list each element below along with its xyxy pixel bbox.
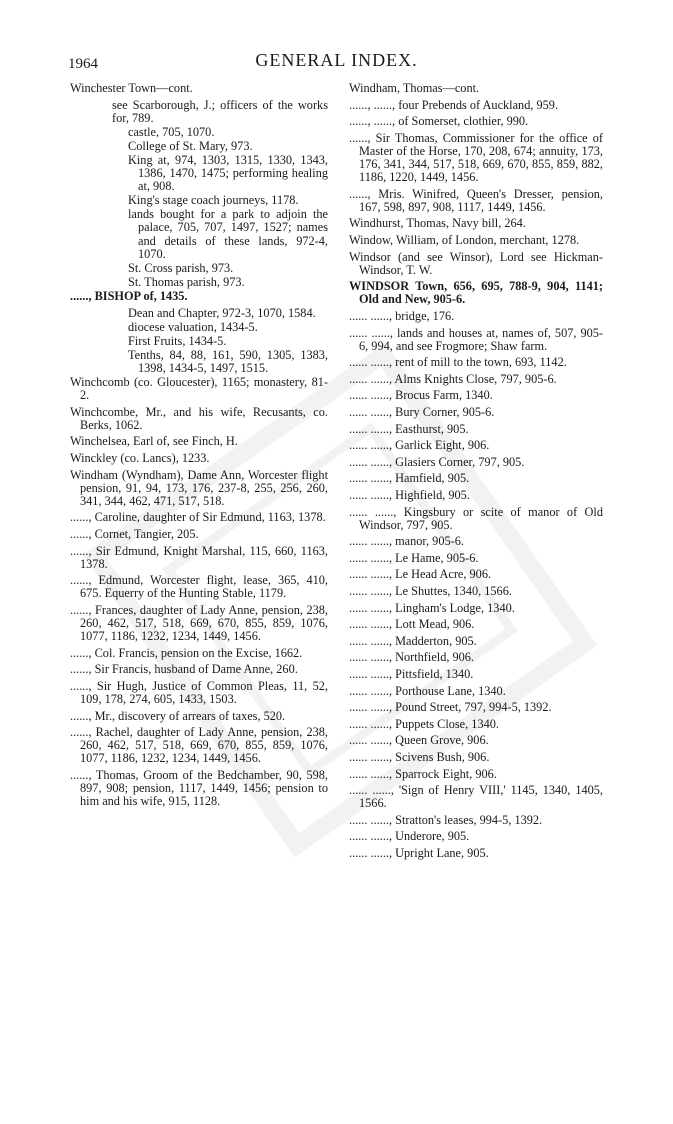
index-entry: ...... ......, Northfield, 906.	[349, 650, 475, 665]
index-entry: lands bought for a park to adjoin the palace, 705, 707, 1497, 1527; names and details of these lands, 972-4, 1070.	[128, 207, 328, 261]
index-entry: ......, Edmund, Worcester flight, lease, 365, 410, 675. Equerry of the Hunting Stable, 1179.	[70, 573, 328, 601]
index-entry: Winchelsea, Earl of, see Finch, H.	[70, 434, 238, 449]
index-entry: ......, Cornet, Tangier, 205.	[70, 526, 199, 541]
index-entry: ......, Sir Hugh, Justice of Common Pleas, 11, 52, 109, 178, 274, 605, 1433, 1503.	[70, 678, 328, 706]
index-entry: ......, Caroline, daughter of Sir Edmund, 1163, 1378.	[70, 510, 326, 525]
index-entry: King's stage coach journeys, 1178.	[128, 193, 299, 208]
index-entry: ...... ......, Underore, 905.	[349, 829, 470, 844]
index-entry: ......, Rachel, daughter of Lady Anne, pension, 238, 260, 462, 517, 518, 669, 670, 855, 859, 1076, 1077, 1186, 1232, 1234, 1449, 1456.	[70, 725, 328, 766]
index-entry: St. Cross parish, 973.	[128, 260, 234, 275]
index-entry: ...... ......, Alms Knights Close, 797, 905-6.	[349, 371, 557, 386]
index-entry: ...... ......, Garlick Eight, 906.	[349, 438, 490, 453]
index-entry: ...... ......, manor, 905-6.	[349, 534, 464, 549]
index-entry: ...... ......, Sparrock Eight, 906.	[349, 766, 497, 781]
index-entry: Windhurst, Thomas, Navy bill, 264.	[349, 216, 526, 231]
index-column-right	[349, 82, 603, 864]
index-entry: ...... ......, Hamfield, 905.	[349, 471, 470, 486]
index-entry: Tenths, 84, 88, 161, 590, 1305, 1383, 1398, 1434-5, 1497, 1515.	[128, 347, 328, 375]
index-column-left	[70, 82, 328, 812]
index-entry: ......, Col. Francis, pension on the Excise, 1662.	[70, 645, 303, 660]
index-entry: ......, Sir Edmund, Knight Marshal, 115, 660, 1163, 1378.	[70, 543, 328, 571]
index-entry: ...... ......, Upright Lane, 905.	[349, 846, 489, 860]
index-entry: ...... ......, Porthouse Lane, 1340.	[349, 683, 506, 698]
index-entry: Windsor (and see Winsor), Lord see Hickman-Windsor, T. W.	[349, 249, 603, 277]
index-entry: ...... ......, Lingham's Lodge, 1340.	[349, 600, 515, 615]
index-entry: see Scarborough, J.; officers of the works for, 789.	[112, 97, 328, 125]
index-entry: diocese valuation, 1434-5.	[128, 319, 258, 334]
index-entry: ......, Mris. Winifred, Queen's Dresser, pension, 167, 598, 897, 908, 1117, 1449, 1456.	[349, 186, 603, 214]
index-entry: ...... ......, Highfield, 905.	[349, 487, 470, 502]
index-entry: ...... ......, Pittsfield, 1340.	[349, 666, 474, 681]
index-entry: WINDSOR Town, 656, 695, 788-9, 904, 1141; Old and New, 905-6.	[349, 279, 603, 307]
index-entry: King at, 974, 1303, 1315, 1330, 1343, 1386, 1470, 1475; performing healing at, 908.	[128, 152, 328, 194]
index-entry: ...... ......, Le Hame, 905-6.	[349, 550, 479, 565]
index-entry: ...... ......, lands and houses at, names of, 507, 905-6, 994, and see Frogmore; Shaw farm.	[349, 325, 603, 353]
index-entry: ...... ......, rent of mill to the town, 693, 1142.	[349, 355, 567, 370]
index-entry: ...... ......, Brocus Farm, 1340.	[349, 388, 493, 403]
index-entry: ...... ......, Pound Street, 797, 994-5, 1392.	[349, 700, 552, 715]
index-entry: ...... ......, Le Shuttes, 1340, 1566.	[349, 584, 512, 598]
index-entry: ...... ......, Lott Mead, 906.	[349, 617, 475, 632]
index-entry: ......, BISHOP of, 1435.	[70, 288, 188, 303]
index-entry: ...... ......, Glasiers Corner, 797, 905.	[349, 454, 525, 469]
index-entry: ...... ......, Bury Corner, 905-6.	[349, 404, 495, 419]
index-entry: First Fruits, 1434-5.	[128, 333, 227, 348]
index-entry: ...... ......, Queen Grove, 906.	[349, 733, 489, 748]
running-head: GENERAL INDEX.	[255, 50, 418, 70]
index-entry: Window, William, of London, merchant, 1278.	[349, 232, 580, 247]
index-entry: ...... ......, Stratton's leases, 994-5, 1392.	[349, 812, 543, 827]
index-entry: ...... ......, Easthurst, 905.	[349, 421, 469, 436]
index-entry: Winchcombe, Mr., and his wife, Recusants, co. Berks, 1062.	[70, 404, 328, 432]
index-entry: ......, Mr., discovery of arrears of taxes, 520.	[70, 708, 286, 723]
index-entry: Windham (Wyndham), Dame Ann, Worcester flight pension, 91, 94, 173, 176, 237-8, 255, 256, 260, 341, 344, 462, 471, 517, 518.	[70, 467, 328, 508]
index-entry: ......, ......, four Prebends of Auckland, 959.	[349, 97, 559, 112]
index-entry: ...... ......, 'Sign of Henry VIII,' 1145, 1340, 1405, 1566.	[349, 783, 603, 811]
index-entry: ......, Sir Thomas, Commissioner for the office of Master of the Horse, 170, 208, 674; annuity, 173, 176, 341, 344, 517, 518, 669, 670, 855, 859, 882, 1186, 1220, 1449, 1456.	[349, 130, 603, 185]
index-entry: St. Thomas parish, 973.	[128, 274, 245, 289]
index-entry: ...... ......, Puppets Close, 1340.	[349, 716, 499, 731]
index-entry: ...... ......, Kingsbury or scite of manor of Old Windsor, 797, 905.	[349, 504, 603, 532]
index-entry: ......, ......, of Somerset, clothier, 990.	[349, 114, 529, 129]
index-entry: Windham, Thomas—cont.	[349, 81, 480, 95]
index-entry: ......, Thomas, Groom of the Bedchamber, 90, 598, 897, 908; pension, 1117, 1449, 1456; pension to him and his wife, 915, 1128.	[70, 767, 328, 809]
index-entry: Dean and Chapter, 972-3, 1070, 1584.	[128, 305, 316, 320]
index-entry: castle, 705, 1070.	[128, 124, 215, 139]
index-entry: ...... ......, Scivens Bush, 906.	[349, 749, 490, 764]
index-entry: College of St. Mary, 973.	[128, 138, 253, 153]
index-entry: ...... ......, Madderton, 905.	[349, 633, 477, 648]
index-entry: ...... ......, Le Head Acre, 906.	[349, 567, 492, 582]
index-entry: Winchcomb (co. Gloucester), 1165; monastery, 81-2.	[70, 374, 328, 403]
index-entry: ......, Frances, daughter of Lady Anne, pension, 238, 260, 462, 517, 518, 669, 670, 855, 859, 1076, 1077, 1186, 1232, 1234, 1449, 1456.	[70, 602, 328, 644]
index-entry: Winchester Town—cont.	[70, 81, 193, 95]
index-entry: ...... ......, bridge, 176.	[349, 308, 455, 323]
index-entry: Winckley (co. Lancs), 1233.	[70, 450, 210, 465]
index-entry: ......, Sir Francis, husband of Dame Anne, 260.	[70, 662, 298, 677]
page-number: 1964	[68, 56, 98, 72]
